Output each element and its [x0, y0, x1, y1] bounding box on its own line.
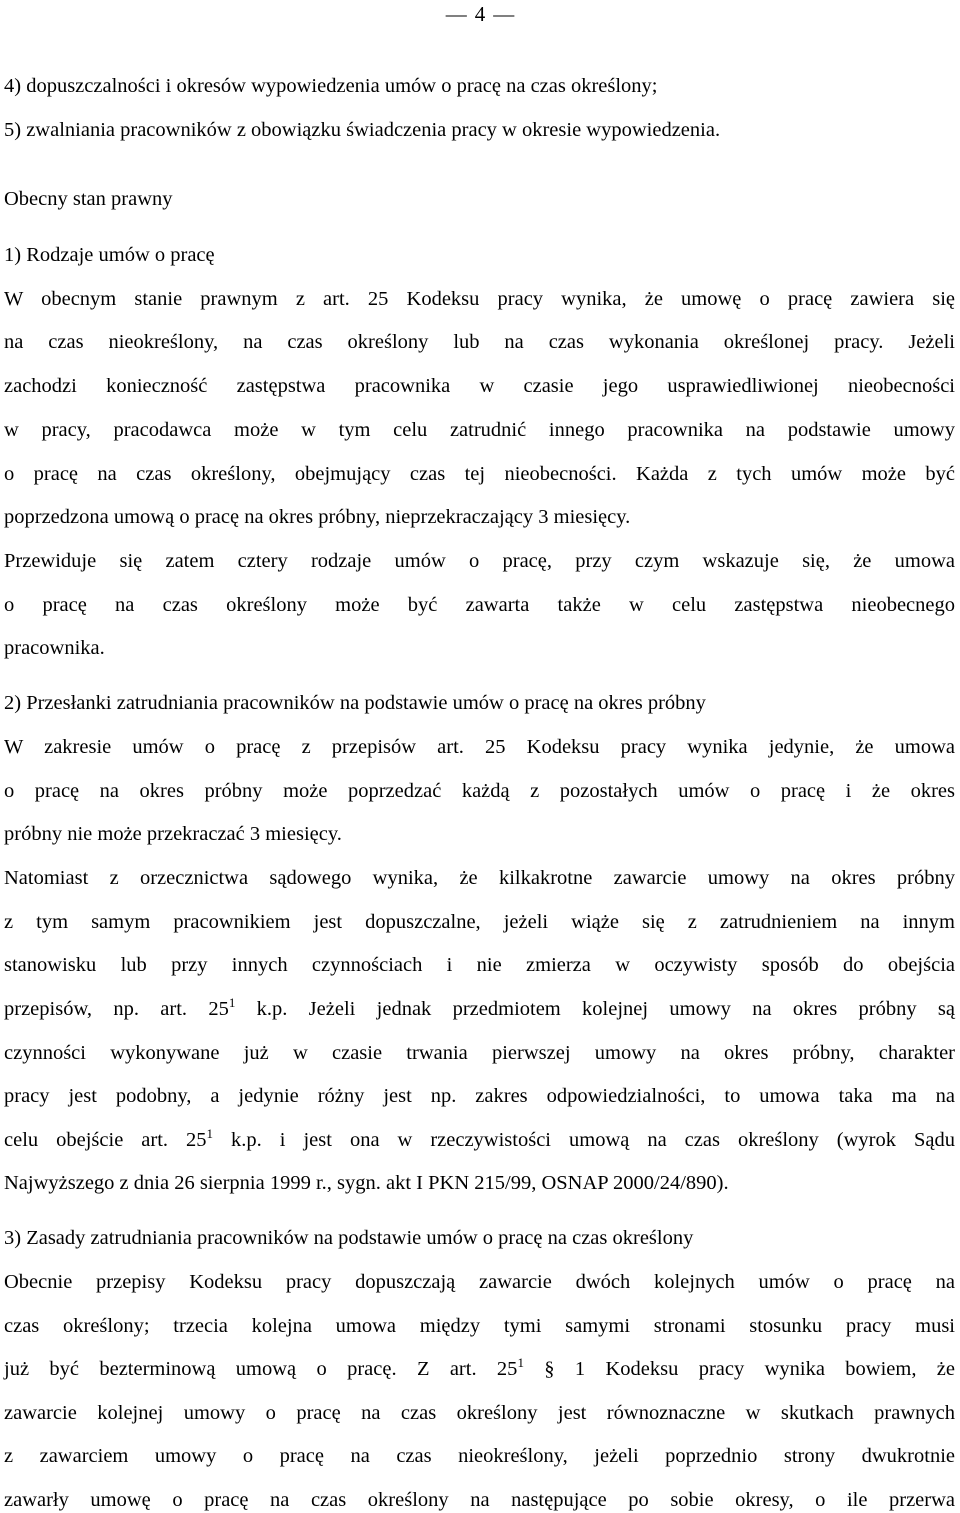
list-item-4: 4) dopuszczalności i okresów wypowiedzenia umów o pracę na czas określony;	[4, 75, 658, 97]
paragraph-line: poprzedzona umową o pracę na okres próbny, nieprzekraczający 3 miesięcy.	[4, 506, 631, 528]
paragraph-line: o pracę na czas określony, obejmujący czas tej nieobecności. Każda z tych umów może być	[4, 463, 955, 485]
paragraph-line: Natomiast z orzecznictwa sądowego wynika, że kilkakrotne zawarcie umowy na okres próbny	[4, 867, 955, 889]
paragraph-line: zawarcie kolejnej umowy o pracę na czas określony jest równoznaczne w skutkach prawnych	[4, 1402, 955, 1424]
paragraph-line: czynności wykonywane już w czasie trwania pierwszej umowy na okres próbny, charakter	[4, 1042, 955, 1064]
paragraph-line: z tym samym pracownikiem jest dopuszczalne, jeżeli wiąże się z zatrudnieniem na innym	[4, 911, 955, 933]
list-item-5: 5) zwalniania pracowników z obowiązku świadczenia pracy w okresie wypowiedzenia.	[4, 119, 721, 141]
paragraph-line: Obecnie przepisy Kodeksu pracy dopuszczają zawarcie dwóch kolejnych umów o pracę na	[4, 1271, 955, 1293]
paragraph-line: o pracę na okres próbny może poprzedzać każdą z pozostałych umów o pracę i że okres	[4, 780, 955, 802]
paragraph-line: zawarły umowę o pracę na czas określony na następujące po sobie okresy, o ile przerwa	[4, 1489, 955, 1511]
page-number: — 4 —	[445, 2, 515, 26]
s3-heading: 3) Zasady zatrudniania pracowników na podstawie umów o pracę na czas określony	[4, 1227, 694, 1249]
paragraph-line: Najwyższego z dnia 26 sierpnia 1999 r., sygn. akt I PKN 215/99, OSNAP 2000/24/890).	[4, 1172, 729, 1194]
paragraph-line: W obecnym stanie prawnym z art. 25 Kodeksu pracy wynika, że umowę o pracę zawiera się	[4, 288, 955, 310]
paragraph-line: o pracę na czas określony może być zawarta także w celu zastępstwa nieobecnego	[4, 594, 955, 616]
paragraph-line-with-superscript: przepisów, np. art. $25^1$ k.p. Jeżeli jednak przedmiotem kolejnej umowy na okres próbny są	[4, 995, 955, 1020]
paragraph-line-with-superscript: już być bezterminową umową o pracę. Z art. $25^1$ § 1 Kodeksu pracy wynika bowiem, że	[4, 1355, 956, 1380]
paragraph-line: stanowisku lub przy innych czynnościach i nie zmierza w oczywisty sposób do obejścia	[4, 954, 955, 976]
paragraph-line: próbny nie może przekraczać 3 miesięcy.	[4, 823, 342, 845]
paragraph-line: W zakresie umów o pracę z przepisów art. 25 Kodeksu pracy wynika jedynie, że umowa	[4, 736, 955, 758]
paragraph-line: zachodzi konieczność zastępstwa pracownika w czasie jego usprawiedliwionej nieobecności	[4, 375, 955, 397]
s1-heading: 1) Rodzaje umów o pracę	[4, 244, 215, 266]
s2-heading: 2) Przesłanki zatrudniania pracowników na podstawie umów o pracę na okres próbny	[4, 692, 706, 714]
paragraph-line: pracy jest podobny, a jedynie różny jest np. zakres odpowiedzialności, to umowa taka ma na	[4, 1085, 955, 1107]
paragraph-line: z zawarciem umowy o pracę na czas nieokreślony, jeżeli poprzednio strony dwukrotnie	[4, 1445, 955, 1467]
section-heading: Obecny stan prawny	[4, 188, 173, 210]
paragraph-line: pracownika.	[4, 637, 105, 659]
paragraph-line: Przewiduje się zatem cztery rodzaje umów o pracę, przy czym wskazuje się, że umowa	[4, 550, 955, 572]
paragraph-line: na czas nieokreślony, na czas określony lub na czas wykonania określonej pracy. Jeżeli	[4, 331, 955, 353]
paragraph-line: czas określony; trzecia kolejna umowa między tymi samymi stronami stosunku pracy musi	[4, 1315, 955, 1337]
paragraph-line-with-superscript: celu obejście art. $25^1$ k.p. i jest ona w rzeczywistości umową na czas określony (wyrok Sądu	[4, 1126, 955, 1151]
paragraph-line: w pracy, pracodawca może w tym celu zatrudnić innego pracownika na podstawie umowy	[4, 419, 955, 441]
